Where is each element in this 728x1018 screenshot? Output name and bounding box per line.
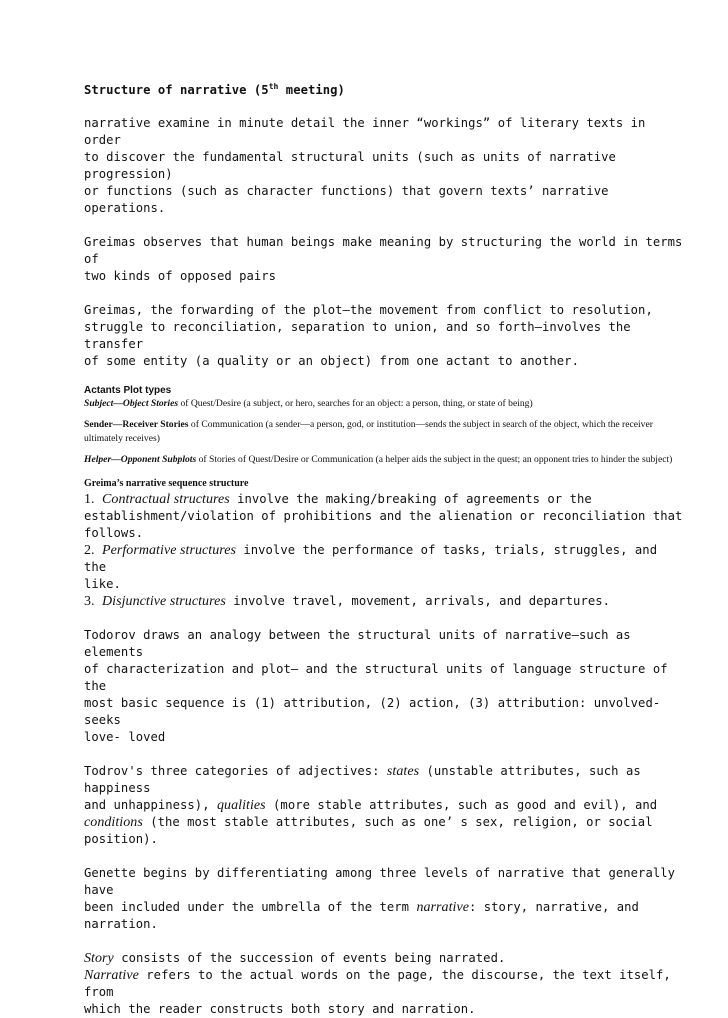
paragraph-narrative-intro: narrative examine in minute detail the inner “workings” of literary texts in order to discover the fundamental structural units (such as units of narrative progression) or functions (such as character functions) that govern texts’ narrative operations. xyxy=(84,116,646,215)
greimas-sequence-list xyxy=(84,491,684,610)
paragraph-genette: Genette begins by differentiating among three levels of narrative that generally have been included under the umbrella of the term narrative: story, narrative, and narration. xyxy=(84,866,675,931)
actant-item-subject-object: Subject—Object Stories of Quest/Desire (a subject, or hero, searches for an object: a person, thing, or state of being) xyxy=(84,398,533,409)
page-title: Structure of narrative (5th meeting) xyxy=(84,81,345,97)
actant-item-sender-receiver: Sender—Receiver Stories of Communication (a sender—a person, god, or institution—sends the subject in search of the object, which the receiver ultimately receives) xyxy=(84,419,653,444)
greimas-sequence-heading: Greima’s narrative sequence structure xyxy=(84,478,249,489)
term-performative: Performative structures xyxy=(102,543,236,558)
paragraph-story-narrative-definitions: Story consists of the succession of events being narrated. Narrative refers to the actual words on the page, the discourse, the text itself, from which the reader constructs both story and narration. xyxy=(84,951,671,1016)
paragraph-greimas-pairs: Greimas observes that human beings make meaning by structuring the world in terms of two kinds of opposed pairs xyxy=(84,235,683,283)
sequence-item-disjunctive: 3. Disjunctive structures involve travel, movement, arrivals, and departures. xyxy=(84,594,610,609)
actant-item-helper-opponent: Helper—Opponent Subplots of Stories of Quest/Desire or Communication (a helper aids the subject in the quest; an opponent tries to hinder the subject) xyxy=(84,454,673,465)
paragraph-greimas-plot: Greimas, the forwarding of the plot—the movement from conflict to resolution, struggle to reconciliation, separation to union, and so forth—involves the transfer of some entity (a quality or an object) from one actant to another. xyxy=(84,303,653,368)
document-page xyxy=(84,82,684,1018)
sequence-item-contractual: 1. Contractual structures involve the making/breaking of agreements or the establishment/violation of prohibitions and the alienation or reconciliation that follows. xyxy=(84,492,683,540)
term-contractual: Contractual structures xyxy=(102,492,230,507)
term-story: Story xyxy=(84,951,114,966)
paragraph-todorov-adjectives: Todrov's three categories of adjectives: states (unstable attributes, such as happiness and unhappiness), qualities (more stable attributes, such as good and evil), and conditions (the most stable attributes, such as one’ s sex, religion, or social position). xyxy=(84,764,658,846)
actants-heading: Actants Plot types xyxy=(84,385,172,396)
title-superscript: th xyxy=(268,81,279,91)
paragraph-todorov-analogy: Todorov draws an analogy between the structural units of narrative—such as elements of characterization and plot— and the structural units of language structure of the most basic sequence is (1) attribution, (2) action, (3) attribution: unvolved-seeks love- loved xyxy=(84,628,668,744)
term-disjunctive: Disjunctive structures xyxy=(102,594,226,609)
term-narrative-def: Narrative xyxy=(84,968,139,983)
term-narrative: narrative xyxy=(416,900,469,915)
term-qualities: qualities xyxy=(216,798,266,813)
sequence-item-performative: 2. Performative structures involve the performance of tasks, trials, struggles, and the like. xyxy=(84,543,658,591)
term-states: states xyxy=(386,764,420,779)
term-conditions: conditions xyxy=(84,815,143,830)
